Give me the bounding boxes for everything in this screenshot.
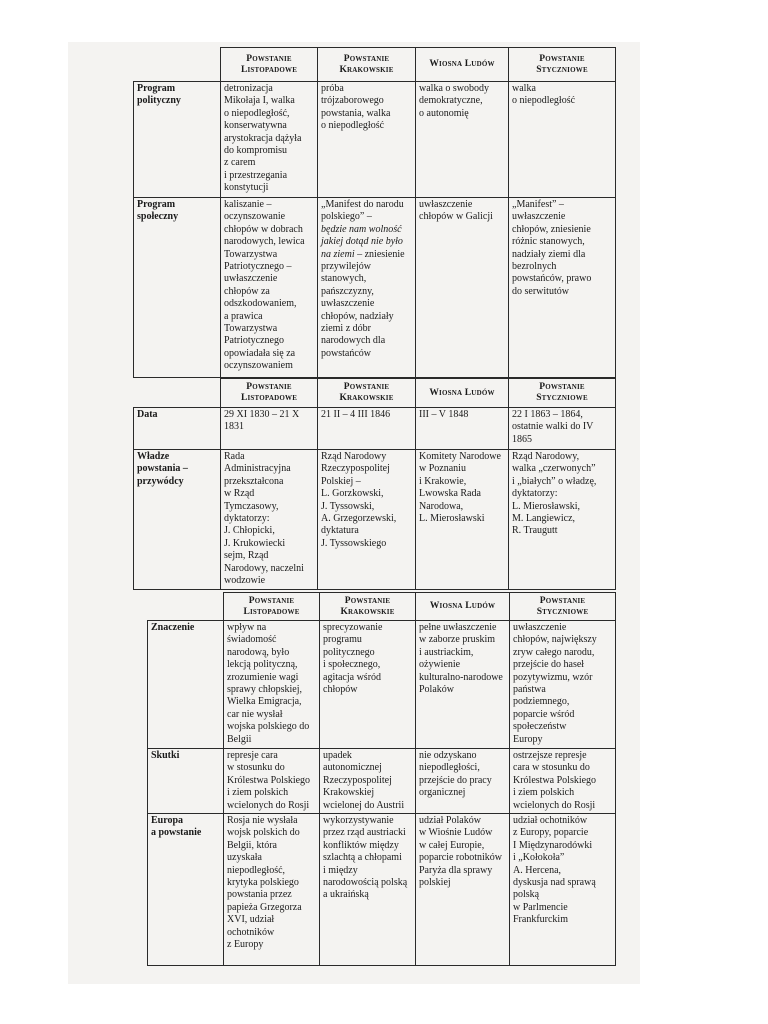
col-header-wiosna: Wiosna Ludów: [416, 379, 509, 408]
cell-wiosna: nie odzyskano niepodległości, przejście do pracy organicznej: [416, 749, 510, 814]
table-row: [148, 814, 616, 966]
cell-krakowskie: 21 II – 4 III 1846: [318, 408, 416, 450]
table-row: [134, 408, 616, 450]
row-label: Program polityczny: [134, 82, 221, 198]
cell-styczniowe: uwłaszczenie chłopów, największy zryw całego narodu, przejście do haseł pozytywizmu, wzór państwa podziemnego, poparcie wśród społeczeństw Europy: [510, 621, 616, 749]
col-header-wiosna: Wiosna Ludów: [416, 593, 510, 621]
header-row: [148, 593, 616, 621]
cell-wiosna: Komitety Narodowe w Poznaniu i Krakowie, Lwowska Rada Narodowa, L. Mierosławski: [416, 450, 509, 590]
cell-styczniowe: ostrzejsze represje cara w stosunku do Królestwa Polskiego i ziem polskich wcielonych do Rosji: [510, 749, 616, 814]
col-header-listopadowe: Powstanie Listopadowe: [221, 379, 318, 408]
cell-styczniowe: 22 I 1863 – 1864, ostatnie walki do IV 1865: [509, 408, 616, 450]
cell-wiosna: pełne uwłaszczenie w zaborze pruskim i austriackim, ożywienie kulturalno-narodowe Polaków: [416, 621, 510, 749]
col-header-krakowskie: Powstanie Krakowskie: [318, 48, 416, 82]
cell-styczniowe: Rząd Narodowy, walka „czerwonych” i „białych” o władzę, dyktatorzy: L. Mierosławski, M. Langiewicz, R. Traugutt: [509, 450, 616, 590]
cell-wiosna: walka o swobody demokratyczne, o autonomię: [416, 82, 509, 198]
cell-listopadowe: Rosja nie wysłała wojsk polskich do Belgii, która uzyskała niepodległość, krytyka polskiego powstania przez papieża Grzegorza XVI, udział ochotników z Europy: [224, 814, 320, 966]
cell-krakowskie: [318, 198, 416, 378]
row-label: Data: [134, 408, 221, 450]
cell-styczniowe: „Manifest” – uwłaszczenie chłopów, zniesienie różnic stanowych, nadziały ziemi dla bezrolnych powstańców, prawo do serwitutów: [509, 198, 616, 378]
cell-krakowskie: próba trójzaborowego powstania, walka o niepodległość: [318, 82, 416, 198]
cell-listopadowe: kaliszanie – oczynszowanie chłopów w dobrach narodowych, lewica Towarzystwa Patriotycznego – uwłaszczenie chłopów za odszkodowaniem, a prawica Towarzystwa Patriotycznego opowiadała się za oczynszowaniem: [221, 198, 318, 378]
cell-listopadowe: represje cara w stosunku do Królestwa Polskiego i ziem polskich wcielonych do Rosji: [224, 749, 320, 814]
col-header-styczniowe: Powstanie Styczniowe: [509, 379, 616, 408]
row-label: Europa a powstanie: [148, 814, 224, 966]
manifest-quote-italic: będzie nam wolność jakiej dotąd nie było na ziemi: [321, 223, 403, 260]
table-row: [148, 749, 616, 814]
cell-krakowskie: wykorzystywanie przez rząd austriacki konfliktów między szlachtą a chłopami i między narodowością polską a ukraińską: [320, 814, 416, 966]
cell-styczniowe: udział ochotników z Europy, poparcie I Międzynarodówki i „Kołokoła” A. Hercena, dyskusja nad sprawą polską w Parlmencie Frankfurckim: [510, 814, 616, 966]
col-header-styczniowe: Powstanie Styczniowe: [510, 593, 616, 621]
col-header-wiosna: Wiosna Ludów: [416, 48, 509, 82]
cell-listopadowe: detronizacja Mikołaja I, walka o niepodległość, konserwatywna arystokracja dążyła do kompromisu z carem i przestrzegania konstytucji: [221, 82, 318, 198]
col-header-krakowskie: Powstanie Krakowskie: [318, 379, 416, 408]
cell-krakowskie: upadek autonomicznej Rzeczypospolitej Krakowskiej wcielonej do Austrii: [320, 749, 416, 814]
table-block-2: [133, 378, 616, 590]
manifest-quote: „Manifest do narodu polskiego” –: [321, 199, 404, 223]
cell-wiosna: III – V 1848: [416, 408, 509, 450]
table-block-3: [147, 592, 616, 966]
table-row: [134, 198, 616, 378]
row-label: Znaczenie: [148, 621, 224, 749]
table-row: [148, 621, 616, 749]
cell-listopadowe: Rada Administracyjna przekształcona w Rząd Tymczasowy, dyktatorzy: J. Chłopicki, J. Krukowiecki sejm, Rząd Narodowy, naczelni wodzowie: [221, 450, 318, 590]
col-header-krakowskie: Powstanie Krakowskie: [320, 593, 416, 621]
header-row: [134, 48, 616, 82]
cell-wiosna: uwłaszczenie chłopów w Galicji: [416, 198, 509, 378]
cell-wiosna: udział Polaków w Wiośnie Ludów w całej Europie, poparcie robotników Paryża dla sprawy polskiej: [416, 814, 510, 966]
row-label: Program społeczny: [134, 198, 221, 378]
table-row: [134, 82, 616, 198]
col-header-listopadowe: Powstanie Listopadowe: [224, 593, 320, 621]
cell-styczniowe: walka o niepodległość: [509, 82, 616, 198]
row-label: Władze powstania – przywódcy: [134, 450, 221, 590]
header-row: [134, 379, 616, 408]
corner-cell: [134, 379, 221, 408]
row-label: Skutki: [148, 749, 224, 814]
cell-listopadowe: wpływ na świadomość narodową, było lekcją polityczną, zrozumienie wagi sprawy chłopskiej, Wielka Emigracja, car nie wysłał wojska polskiego do Belgii: [224, 621, 320, 749]
table-block-1: [133, 47, 616, 378]
cell-listopadowe: 29 XI 1830 – 21 X 1831: [221, 408, 318, 450]
cell-krakowskie: Rząd Narodowy Rzeczypospolitej Polskiej – L. Gorzkowski, J. Tyssowski, A. Grzegorzewski, dyktatura J. Tyssowskiego: [318, 450, 416, 590]
table-row: [134, 450, 616, 590]
col-header-styczniowe: Powstanie Styczniowe: [509, 48, 616, 82]
corner-cell: [134, 48, 221, 82]
col-header-listopadowe: Powstanie Listopadowe: [221, 48, 318, 82]
cell-krakowskie: sprecyzowanie programu politycznego i społecznego, agitacja wśród chłopów: [320, 621, 416, 749]
corner-cell: [148, 593, 224, 621]
manifest-quote-rest: – zniesienie przywilejów stanowych, pańszczyzny, uwłaszczenie chłopów, nadziały ziemi z dóbr narodowych dla powstańców: [321, 248, 405, 359]
